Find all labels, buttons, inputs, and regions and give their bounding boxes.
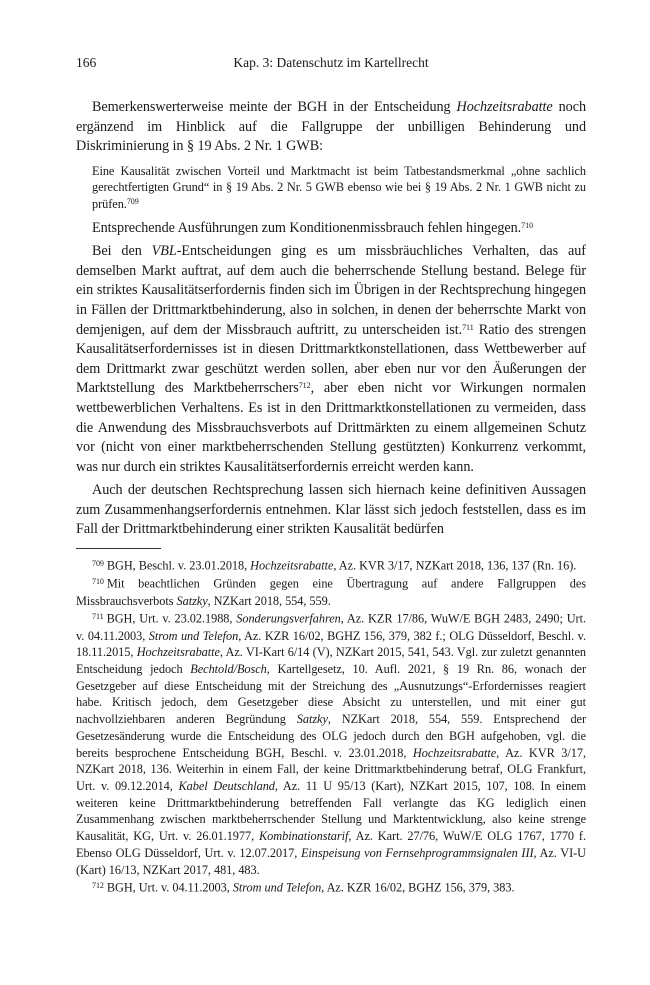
p3-text-c: -Entscheidungen ging es um missbräuchliches Verhalten, das auf demselben Markt auftrat, auf dem auch die beherrschende Stellung bestand. Belege für ein striktes Kausalitätserfordernis finden sich im Übrigen in der Rechtsprechung hingegen in Fällen der Drittmarktbehinderung, also in solchen, in denen der beherrschte Markt von demjenigen, auf dem der Missbrauch auftritt, zu unterscheiden ist. bbox=[76, 243, 586, 338]
p1-text-a: Bemerkenswerterweise meinte der BGH in der Entscheidung bbox=[92, 99, 457, 115]
fn711-k: , NZKart 2018, 554, 559. Entsprechend der Gesetzesänderung wurde die Entscheidung des OLG jedoch durch den BGH aufgehoben, vgl. die bereits besprochene Entscheidung BGH, Beschl. v. 23.01.2018, bbox=[76, 712, 586, 760]
fn711-g: , Az. VI-Kart 6/14 (V), NZKart 2015, 541, 543. Vgl. zur zuletzt genannten Entscheidung jedoch bbox=[76, 645, 586, 677]
footnote-711 bbox=[76, 609, 586, 878]
footnote-number: 710 bbox=[92, 577, 104, 587]
fn712-a: BGH, Urt. v. 04.11.2003, bbox=[106, 880, 233, 895]
fn712-c: , Az. KZR 16/02, BGHZ 156, 379, 383. bbox=[321, 880, 515, 895]
fn711-c: , Az. KZR 17/86, WuW/E BGH 2483, 2490; Urt. v. 04.11.2003, bbox=[76, 611, 586, 643]
p1-text-c: noch ergänzend im Hinblick auf die Fallgruppe der unbilligen Behinderung und Diskriminierung in § 19 Abs. 2 Nr. 1 GWB: bbox=[76, 99, 586, 155]
fn711-d: Strom und Telefon bbox=[148, 628, 239, 643]
footnote-ref-712[interactable]: 712 bbox=[298, 381, 311, 391]
fn709-c: , Az. KVR 3/17, NZKart 2018, 136, 137 (Rn. 16). bbox=[333, 558, 577, 573]
fn711-m: , Az. KVR 3/17, NZKart 2018, 136. Weiterhin in einem Fall, der keine Drittmarktbehinderung betraf, OLG Frankfurt, Urt. v. 09.12.2014, bbox=[76, 745, 586, 793]
p3-text-d: Ratio des strengen Kausalitätserfordernisses ist in diesen Drittmarktkonstellationen, dass Wettbewerber auf dem Drittmarkt zwar geschützt werden sollen, aber eben nur vor den Äußerungen der Marktstellung des Marktbeherrschers bbox=[76, 321, 587, 397]
fn711-b: Sonderungsverfahren bbox=[236, 611, 341, 626]
footnote-number: 711 bbox=[92, 612, 104, 622]
p2-text: Entsprechende Ausführungen zum Konditionenmissbrauch fehlen hingegen. bbox=[92, 219, 522, 236]
fn711-r: Einspeisung von Fernsehprogrammsignalen III bbox=[300, 845, 534, 860]
fn710-b: Satzky bbox=[176, 593, 208, 608]
fn711-a: BGH, Urt. v. 23.02.1988, bbox=[106, 611, 237, 626]
running-title: Kap. 3: Datenschutz im Kartellrecht bbox=[233, 55, 429, 70]
fn711-f: Hochzeitsrabatte bbox=[136, 645, 220, 660]
fn711-l: Hochzeitsrabatte bbox=[412, 745, 497, 760]
footnote-separator bbox=[76, 548, 161, 549]
p1-case-name: Hochzeitsrabatte bbox=[456, 99, 553, 115]
footnote-ref-710[interactable]: 710 bbox=[521, 220, 534, 230]
fn712-b: Strom und Telefon bbox=[232, 880, 322, 895]
p3-text-e: , aber eben nicht vor Wirkungen normalen wettbewerblichen Verhaltens. Es ist in den Drittmarktkonstellationen zu vermeiden, dass die Anwendung des Missbrauchsverbots auf Drittmärkten zu einem allgemeinen Schutz vor (nicht von einer marktbeherrschenden Stellung gestützten) Konkurrenz verkommt, was nur durch ein striktes Kausalitätserfordernis erreicht werden kann. bbox=[76, 380, 586, 475]
fn710-c: , NZKart 2018, 554, 559. bbox=[207, 593, 331, 608]
paragraph-3 bbox=[76, 242, 586, 477]
footnote-710 bbox=[76, 574, 586, 609]
paragraph-4 bbox=[76, 481, 586, 540]
paragraph-2 bbox=[76, 219, 586, 239]
p3-text-a: Bei den bbox=[92, 243, 152, 260]
block-quote bbox=[92, 163, 586, 213]
page-header bbox=[76, 55, 586, 77]
p3-vbl: VBL bbox=[151, 243, 177, 260]
fn711-j: Satzky bbox=[296, 712, 328, 727]
fn711-i: , Kartellgesetz, 10. Aufl. 2021, § 19 Rn. 86, wonach der Gesetzgeber auf diese Entscheidung mit der Streichung des „Ausnutzungs“-Erfordernisses reagiert habe. Kritisch jedoch, dem Gesetzgeber diese Absicht zu unterstellen, und mit einer gut nachvollziehbaren anderen Begründung bbox=[76, 662, 586, 727]
paragraph-1 bbox=[76, 98, 586, 157]
footnote-ref-709[interactable]: 709 bbox=[126, 196, 139, 206]
body-text bbox=[76, 98, 586, 897]
fn709-b: Hochzeitsrabatte bbox=[250, 558, 334, 573]
fn711-q: , Az. Kart. 27/76, WuW/E OLG 1767, 1770 f. Ebenso OLG Düsseldorf, Urt. v. 12.07.2017, bbox=[76, 829, 586, 860]
fn711-n: Kabel Deutschland bbox=[178, 778, 275, 793]
fn711-h: Bechtold/Bosch bbox=[190, 662, 267, 677]
fn709-a: BGH, Beschl. v. 23.01.2018, bbox=[106, 558, 251, 573]
quote-text: Eine Kausalität zwischen Vorteil und Marktmacht ist beim Tatbestandsmerkmal „ohne sachlich gerechtfertigten Grund“ in § 19 Abs. 2 Nr. 5 GWB ebenso wie bei § 19 Abs. 2 Nr. 1 GWB nicht zu prüfen. bbox=[92, 163, 586, 211]
fn710-a: Mit beachtlichen Gründen gegen eine Übertragung auf andere Fallgruppen des Missbrauchsverbots bbox=[76, 576, 586, 608]
footnote-712 bbox=[76, 878, 586, 896]
footnote-ref-711[interactable]: 711 bbox=[462, 322, 474, 332]
fn711-e: , Az. KZR 16/02, BGHZ 156, 379, 382 f.; OLG Düsseldorf, Beschl. v. 18.11.2015, bbox=[76, 628, 586, 660]
p4-text: Auch der deutschen Rechtsprechung lassen sich hiernach keine definitiven Aussagen zum Zusammenhangserfordernis entnehmen. Klar lässt sich jedoch feststellen, dass es im Fall der Drittmarktbehinderung einer strikten Kausalität bedürfen bbox=[76, 482, 586, 538]
footnote-number: 709 bbox=[92, 559, 104, 569]
footnote-number: 712 bbox=[92, 881, 104, 891]
footnote-709 bbox=[76, 556, 586, 574]
fn711-o: , Az. 11 U 95/13 (Kart), NZKart 2015, 107, 108. In einem weiteren keine Drittmarktbehinderung betreffenden Fall verlangte das KG lediglich einen Zusammenhang zwischen marktbeherrschender Stellung und Marktentwicklung, also keine strenge Kausalität, KG, Urt. v. 26.01.1977, bbox=[76, 778, 586, 844]
fn711-s: , Az. VI-U (Kart) 16/13, NZKart 2017, 481, 483. bbox=[76, 845, 587, 877]
page-number: 166 bbox=[76, 55, 97, 70]
fn711-p: Kombinationstarif bbox=[259, 829, 349, 844]
